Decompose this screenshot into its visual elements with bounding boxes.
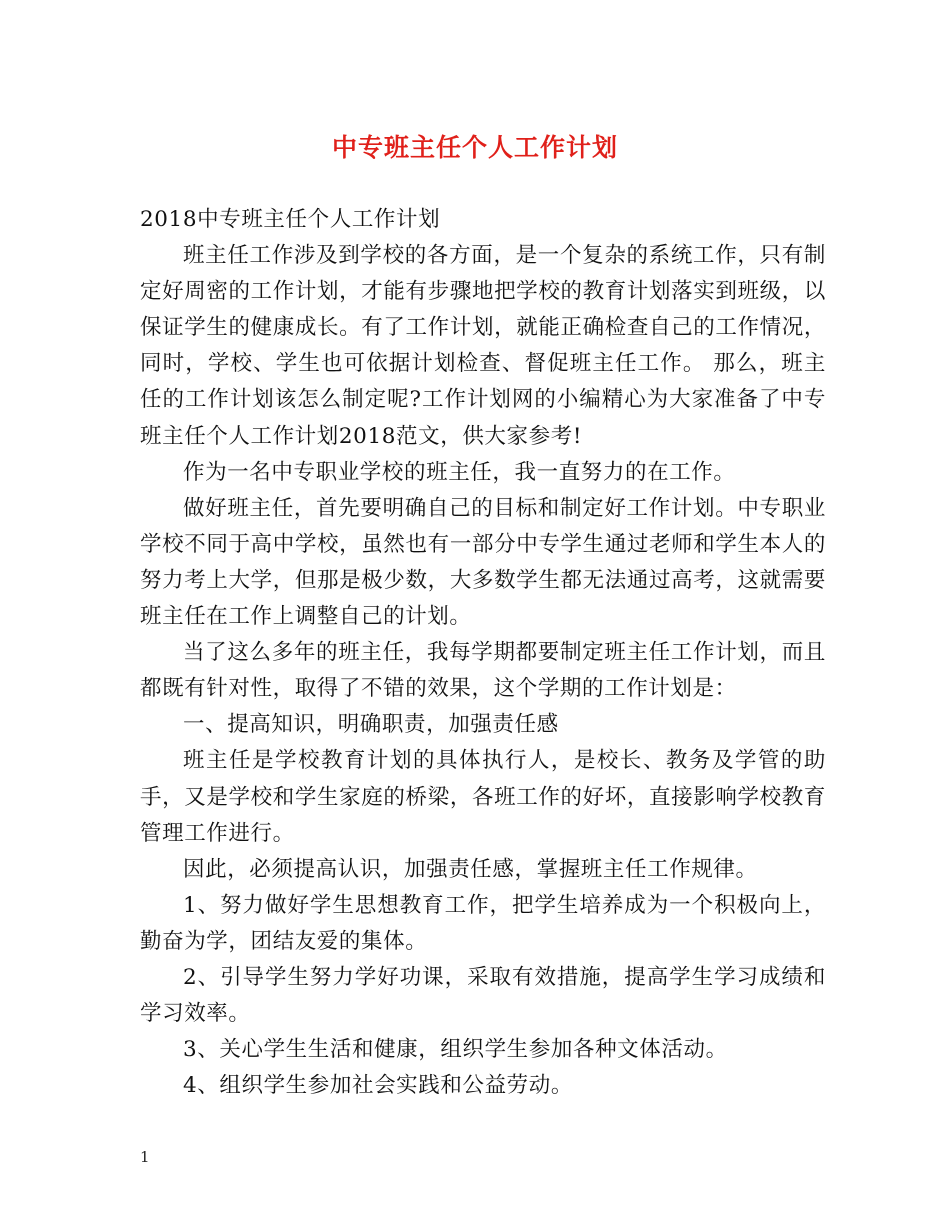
list-item: 3、关心学生生活和健康，组织学生参加各种文体活动。 (183, 1037, 728, 1063)
paragraph: 作为一名中专职业学校的班主任，我一直努力的在工作。 (183, 459, 736, 485)
paragraph: 因此，必须提高认识，加强责任感，掌握班主任工作规律。 (183, 856, 758, 882)
list-item: 1、努力做好学生思想教育工作，把学生培养成为一个积极向上，勤奋为学，团结友爱的集体。 (140, 892, 826, 954)
paragraph: 班主任是学校教育计划的具体执行人，是校长、教务及学管的助手，又是学校和学生家庭的桥梁，各班工作的好坏，直接影响学校教育管理工作进行。 (140, 748, 826, 846)
section-heading: 一、提高知识，明确职责，加强责任感 (183, 712, 559, 738)
document-body (140, 202, 826, 1104)
list-item: 2、引导学生努力学好功课，采取有效措施，提高学生学习成绩和学习效率。 (140, 964, 826, 1027)
paragraph: 当了这么多年的班主任，我每学期都要制定班主任工作计划，而且都既有针对性，取得了不错的效果，这个学期的工作计划是： (140, 640, 826, 702)
paragraph-subtitle: 2018中专班主任个人工作计划 (140, 207, 441, 232)
paragraph: 做好班主任，首先要明确自己的目标和制定好工作计划。中专职业学校不同于高中学校，虽然也有一部分中专学生通过老师和学生本人的努力考上大学，但那是极少数，大多数学生都无法通过高考，这就需要班主任在工作上调整自己的计划。 (140, 495, 826, 630)
paragraph-intro: 班主任工作涉及到学校的各方面，是一个复杂的系统工作，只有制定好周密的工作计划，才能有步骤地把学校的教育计划落实到班级，以保证学生的健康成长。有了工作计划，就能正确检查自己的工作情况，同时，学校、学生也可依据计划检查、督促班主任工作。 那么，班主任的工作计划该怎么制定呢?工作计划网的小编精心为大家准备了中专班主任个人工作计划2018范文，供大家参考! (140, 243, 826, 449)
page-number: 1 (140, 1148, 150, 1166)
list-item: 4、组织学生参加社会实践和公益劳动。 (183, 1073, 573, 1099)
document-title: 中专班主任个人工作计划 (331, 133, 618, 162)
